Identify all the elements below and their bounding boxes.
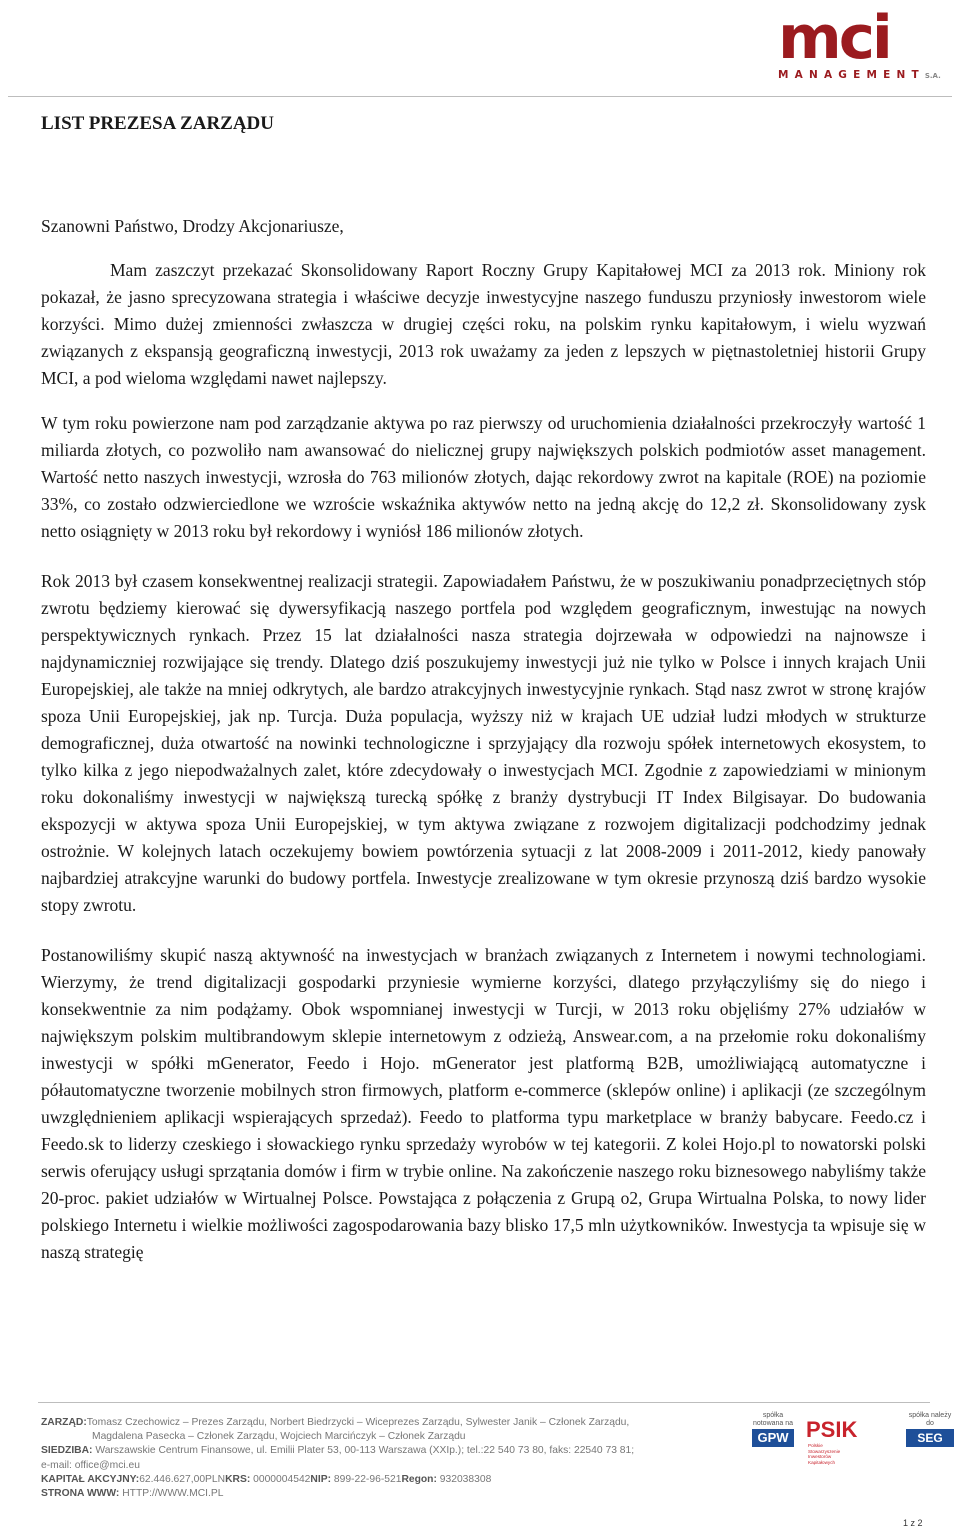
paragraph-3: Rok 2013 był czasem konsekwentnej realizacji strategii. Zapowiadałem Państwu, że w poszukiwaniu ponadprzeciętnych stóp zwrotu będziemy kierować się dywersyfikacją naszego portfela pod względem geograficznym, inwestując na nowych perspektywicznych rynkach. Przez 15 lat działalności nasza strategia dojrzewała w odpowiedzi na najnowsze i najdynamiczniej rozwijające się trendy. Dlatego dziś poszukujemy inwestycji już nie tylko w Polsce i innych krajach Unii Europejskiej, ale także na mniej odkrytych, ale bardzo atrakcyjnych inwestycyjnie rynkach. Stąd nasz zwrot w stronę krajów spoza Unii Europejskiej, jak np. Turcja. Duża populacja, wyższy niż w krajach UE udział ludzi młodych w strukturze demograficznej, duża otwartość na nowinki technologiczne i sprzyjający dla rozwoju spółek internetowych ekosystem, to tylko kilka z jego niepodważalnych zalet, które zdecydowały o inwestycjach MCI. Zgodnie z zapowiedziami w minionym roku dokonaliśmy inwestycji w największą turecką spółkę z branży dystrybucji IT Index Bilgisayar. Do budowania ekspozycji w aktywa spoza Unii Europejskiej, w tym aktywa związane z rozwojem digitalizacji podchodzimy jednak ostrożnie. W kolejnych latach oczekujemy bowiem powtórzenia sytuacji z lat 2008-2009 i 2011-2012, kiedy panowały najbardziej atrakcyjne warunki do budowy portfela. Inwestycje zrealizowane w tym okresie przynoszą dziś bardzo wysokie stopy zwrotu. — [41, 571, 926, 915]
footer-www-line — [41, 1487, 691, 1501]
footer-seat-line — [41, 1444, 691, 1458]
seg-caption: spółka należy do — [908, 1412, 952, 1427]
capital-label: KAPITAŁ AKCYJNY: — [41, 1473, 140, 1485]
krs-value: 0000004542 — [253, 1473, 311, 1485]
paragraph-1: Mam zaszczyt przekazać Skonsolidowany Raport Roczny Grupy Kapitałowej MCI za 2013 rok. Miniony rok pokazał, że jasno sprecyzowana strategia i właściwe decyzje inwestycyjne naszego funduszu przyniosły inwestorom wiele korzyści. Mimo dużej zmienności zwłaszcza w drugiej części roku, na polskim rynku kapitałowym, i wielu wyzwań związanych z ekspansją geograficzną inwestycji, 2013 rok uważamy za jeden z lepszych w piętnastoletniej historii Grupy MCI, a pod wieloma względami nawet najlepszy. — [41, 260, 926, 388]
seat-text: Warszawskie Centrum Finansowe, ul. Emilii Plater 53, 00-113 Warszawa (XXIp.); tel.:22 540 73 80, faks: 22540 73 81; — [92, 1445, 635, 1457]
regon-value: 932038308 — [439, 1473, 492, 1485]
psik-tagline: Polskie Stowarzyszenie Inwestorów Kapitałowych — [808, 1443, 841, 1465]
seat-label: SIEDZIBA: — [41, 1445, 93, 1457]
logo-main: mci — [778, 3, 890, 73]
gpw-caption: spółka notowana na — [752, 1412, 794, 1427]
salutation: Szanowni Państwo, Drodzy Akcjonariusze, — [41, 216, 344, 236]
page-title: LIST PREZESA ZARZĄDU — [41, 113, 275, 134]
footer-board-line — [41, 1416, 691, 1430]
footer-email[interactable]: e-mail: office@mci.eu — [41, 1459, 140, 1471]
mci-logo — [778, 3, 941, 81]
seg-logo: SEG — [906, 1429, 954, 1447]
footer-divider — [38, 1402, 930, 1403]
nip-label: NIP: — [310, 1473, 334, 1485]
gpw-badge — [748, 1412, 798, 1456]
krs-label: KRS: — [225, 1473, 254, 1485]
psik-logo: PSIK — [806, 1417, 858, 1442]
www-link[interactable]: HTTP://WWW.MCI.PL — [122, 1488, 224, 1500]
board-label: ZARZĄD: — [41, 1417, 87, 1428]
capital-value: 62.446.627,00PLN — [139, 1473, 226, 1485]
company-footer — [41, 1416, 691, 1501]
footer-board-line-2: Magdalena Pasecka – Członek Zarządu, Wojciech Marcińczyk – Członek Zarządu — [92, 1431, 466, 1443]
page-number: 1 z 2 — [903, 1518, 923, 1528]
regon-label: Regon: — [401, 1473, 440, 1485]
nip-value: 899-22-96-521 — [333, 1473, 402, 1485]
logo-suffix: S.A. — [924, 72, 941, 80]
affiliation-badges — [748, 1412, 956, 1465]
psik-badge — [806, 1417, 898, 1465]
seg-badge — [904, 1412, 956, 1456]
paragraph-4: Postanowiliśmy skupić naszą aktywność na inwestycjach w branżach związanych z Internetem i nowymi technologiami. Wierzymy, że trend digitalizacji gospodarki przyniesie wymierne korzyści, dlatego przyłączyliśmy się do niego i konsekwentnie za nim podążamy. Obok wspomnianej inwestycji w Turcji, w 2013 roku objęliśmy 27% udziałów w największym polskim multibrandowym sklepie internetowym z odzieżą, Answear.com, a na przełomie roku dokonaliśmy inwestycji w spółki mGenerator, Feedo i Hojo. mGenerator jest platformą B2B, umożliwiającą automatyczne i półautomatyczne tworzenie mobilnych stron firmowych, platform e-commerce (sklepów online) i aplikacji (ze szczególnym uwzględnieniem aplikacji wspierających sprzedaż). Feedo to platforma typu marketplace w branży babycare. Feedo.cz i Feedo.sk to liderzy czeskiego i słowackiego rynku sprzedaży wyrobów w tej kategorii. Z kolei Hojo.pl to nowatorski polski serwis oferujący usługi sprzątania domów i firm w trybie online. Na zakończenie naszego roku biznesowego nabyliśmy także 20-proc. pakiet udziałów w Wirtualnej Polsce. Powstająca z połączenia z Grupą o2, Grupa Wirtualna Polska, to nowy lider polskiego Internetu i wielkie możliwości zagospodarowania bazy blisko 17,5 mln użytkowników. Inwestycja ta wpisuje się w naszą strategię — [41, 945, 926, 1262]
letter-body — [41, 110, 926, 1266]
footer-registry-line — [41, 1473, 691, 1487]
logo-sub-text: MANAGEMENT — [778, 69, 925, 81]
board-members-1: Tomasz Czechowicz – Prezes Zarządu, Norbert Biedrzycki – Wiceprezes Zarządu, Sylwester Janik – Członek Zarządu, — [86, 1417, 630, 1428]
www-label: STRONA WWW: — [41, 1488, 123, 1500]
paragraph-2: W tym roku powierzone nam pod zarządzanie aktywa po raz pierwszy od uruchomienia działalności przekroczyły wartość 1 miliarda złotych, co pozwoliło nam awansować do nielicznej grupy największych polskich podmiotów asset management. Wartość netto naszych inwestycji, wzrosła do 763 milionów złotych, dając rekordowy zwrot na kapitale (ROE) na poziomie 33%, co zostało odzwierciedlone we wzroście wskaźnika aktywów netto na jedną akcję do 12,2 zł. Skonsolidowany zysk netto osiągnięty w 2013 roku był rekordowy i wyniósł 186 milionów złotych. — [41, 413, 926, 541]
header-divider — [8, 96, 952, 97]
gpw-logo: GPW — [752, 1429, 794, 1447]
